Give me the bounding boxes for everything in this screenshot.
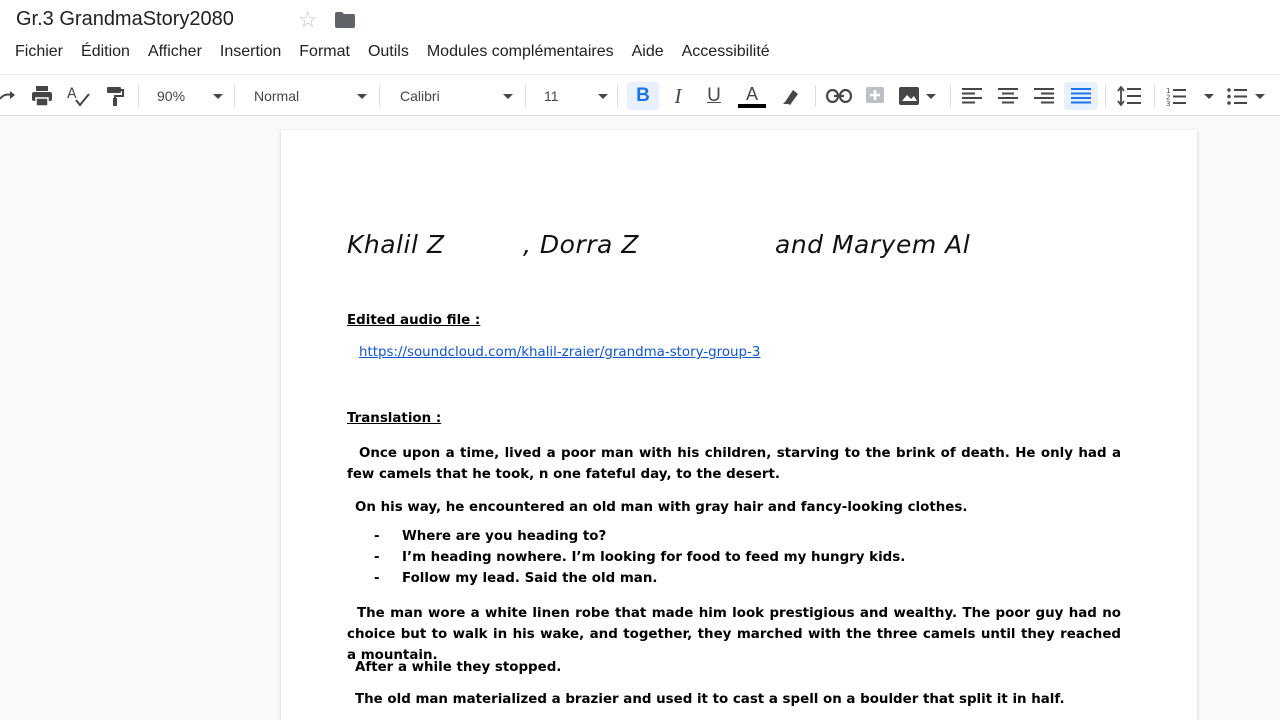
align-justify-button[interactable] (1064, 82, 1098, 110)
chevron-down-icon (503, 94, 513, 99)
underline-button[interactable] (700, 82, 728, 110)
comment-icon[interactable] (862, 82, 888, 110)
star-icon[interactable]: ☆ (298, 7, 318, 32)
bold-button[interactable] (627, 82, 659, 110)
menu-fichier[interactable]: Fichier (15, 43, 64, 60)
chevron-down-icon (213, 94, 223, 99)
highlight-icon[interactable] (778, 82, 804, 110)
align-left-icon[interactable] (958, 82, 986, 110)
italic-button[interactable] (664, 82, 692, 110)
link-icon[interactable] (824, 82, 854, 110)
paragraph-4: After a while they stopped. (355, 660, 562, 675)
audio-link[interactable]: https://soundcloud.com/khalil-zraier/grandma-story-group-3 (359, 345, 761, 360)
author-1: Khalil Z (347, 230, 445, 259)
document-title[interactable]: Gr.3 GrandmaStory2080 (16, 8, 234, 30)
style-select[interactable] (254, 82, 367, 110)
zoom-value: 90% (157, 88, 186, 104)
paragraph-3: The man wore a white linen robe that made him look prestigious and wealthy. The poor guy had no choice but to walk in his wake, and together, they marched with the three camels until they reached a mountain. (347, 606, 1121, 663)
menu-aide[interactable]: Aide (631, 43, 664, 60)
menu-outils[interactable]: Outils (367, 43, 409, 60)
paint-format-icon[interactable] (104, 82, 126, 110)
author-2: , Dorra Z (523, 230, 639, 259)
menu-format[interactable]: Format (299, 43, 350, 60)
svg-text:1: 1 (1166, 87, 1171, 95)
insert-image-icon[interactable] (896, 82, 940, 110)
dialogue-text: Where are you heading to? (402, 529, 607, 544)
menu-accessibilite[interactable]: Accessibilité (681, 43, 770, 60)
chevron-down-icon (357, 94, 367, 99)
dialogue-text: I’m heading nowhere. I’m looking for food to feed my hungry kids. (402, 550, 906, 565)
align-justify-icon (1071, 88, 1091, 104)
author-3: and Maryem Al (775, 230, 971, 259)
document-page[interactable] (281, 130, 1197, 720)
line-spacing-icon[interactable] (1114, 82, 1144, 110)
font-size-value: 11 (544, 88, 559, 104)
menu-edition[interactable]: Édition (81, 43, 130, 60)
zoom-select[interactable] (157, 82, 223, 110)
dialogue-item: - Follow my lead. Said the old man. (374, 571, 658, 586)
text-color-swatch (738, 104, 766, 108)
italic-icon: I (674, 83, 682, 108)
dialogue-text: Follow my lead. Said the old man. (402, 571, 658, 586)
text-color-icon: A (745, 84, 758, 104)
chevron-down-icon (598, 94, 608, 99)
dialogue-item: - I’m heading nowhere. I’m looking for food to feed my hungry kids. (374, 550, 906, 565)
audio-heading: Edited audio file : (347, 313, 481, 328)
document-canvas (0, 117, 1280, 720)
menu-modules[interactable]: Modules complémentaires (426, 43, 614, 60)
svg-text:3: 3 (1166, 100, 1171, 106)
paragraph-5: The old man materialized a brazier and used it to cast a spell on a boulder that split it in half. (355, 692, 1065, 707)
bulleted-list-icon[interactable] (1226, 82, 1266, 110)
underline-icon: U (707, 85, 721, 106)
bold-icon: B (636, 85, 650, 106)
spellcheck-icon[interactable] (66, 82, 90, 110)
font-size-select[interactable] (544, 82, 608, 110)
toolbar (0, 74, 1280, 116)
translation-heading: Translation : (347, 411, 442, 426)
paragraph-1: Once upon a time, lived a poor man with his children, starving to the brink of death. He only had a few camels that he took, n one fateful day, to the desert. (347, 446, 1121, 482)
numbered-list-icon[interactable] (1164, 82, 1216, 110)
text-color-button[interactable] (736, 82, 768, 110)
font-value: Calibri (400, 88, 440, 104)
menu-insertion[interactable]: Insertion (219, 43, 282, 60)
menu-bar (0, 40, 788, 66)
svg-text:A: A (67, 86, 77, 102)
redo-icon[interactable] (0, 82, 18, 110)
dialogue-item: - Where are you heading to? (374, 529, 607, 544)
align-right-icon[interactable] (1030, 82, 1058, 110)
svg-text:2: 2 (1166, 93, 1171, 102)
paragraph-2: On his way, he encountered an old man with gray hair and fancy-looking clothes. (355, 500, 968, 515)
font-select[interactable] (400, 82, 513, 110)
align-center-icon[interactable] (994, 82, 1022, 110)
folder-icon[interactable] (334, 12, 355, 28)
menu-afficher[interactable]: Afficher (147, 43, 202, 60)
style-value: Normal (254, 88, 300, 104)
title-bar (0, 0, 1280, 40)
print-icon[interactable] (30, 82, 54, 110)
